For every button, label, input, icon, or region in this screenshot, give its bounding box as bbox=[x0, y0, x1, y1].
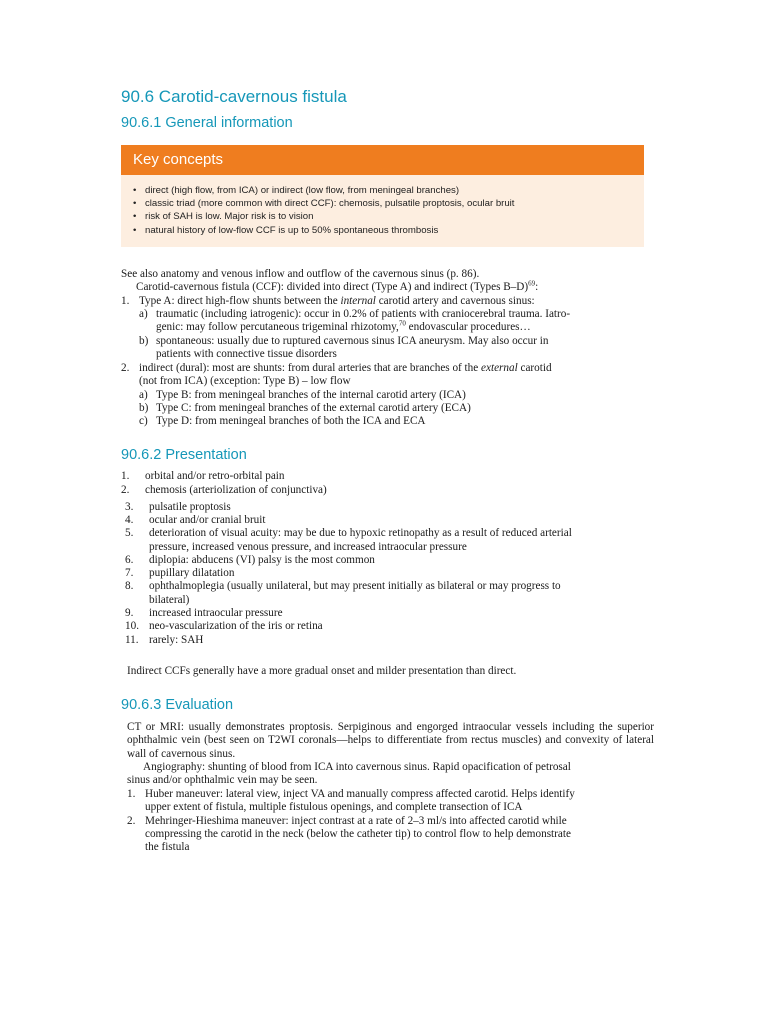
subitem-label: c) bbox=[139, 415, 148, 427]
presentation-item: rarely: SAH bbox=[149, 634, 204, 646]
presentation-item: ophthalmoplegia (usually unilateral, but may present initially as bilateral or may progress to bbox=[149, 580, 561, 592]
spontaneous-line-1: spontaneous: usually due to ruptured cavernous sinus ICA aneurysm. May also occur in bbox=[156, 335, 549, 347]
huber-line-1: Huber maneuver: lateral view, inject VA and manually compress affected carotid. Helps identify bbox=[145, 788, 575, 800]
presentation-item: pupillary dilatation bbox=[149, 567, 235, 579]
reference-marker: 69 bbox=[528, 279, 536, 288]
bullet-icon: • bbox=[133, 224, 137, 236]
list-number: 2. bbox=[127, 815, 136, 827]
presentation-item-continued: bilateral) bbox=[149, 594, 190, 606]
general-information-heading: 90.6.1 General information bbox=[121, 115, 293, 131]
section-title: 90.6 Carotid-cavernous fistula bbox=[121, 87, 347, 106]
list-number: 3. bbox=[125, 501, 134, 513]
key-concept-item: • natural history of low-flow CCF is up to 50% spontaneous thrombosis bbox=[133, 224, 439, 236]
list-number: 7. bbox=[125, 567, 134, 579]
key-concept-item: • risk of SAH is low. Major risk is to vision bbox=[133, 211, 314, 223]
presentation-item: ocular and/or cranial bruit bbox=[149, 514, 266, 526]
spontaneous-line-2: patients with connective tissue disorders bbox=[156, 348, 337, 360]
bullet-icon: • bbox=[133, 198, 137, 210]
list-number: 5. bbox=[125, 527, 134, 539]
huber-line-2: upper extent of fistula, multiple fistulous openings, and complete transection of ICA bbox=[145, 801, 523, 813]
bullet-icon: • bbox=[133, 185, 137, 196]
subitem-label: a) bbox=[139, 308, 148, 320]
presentation-item: orbital and/or retro-orbital pain bbox=[145, 470, 285, 482]
list-number: 1. bbox=[121, 470, 130, 482]
indirect-number: 2. bbox=[121, 362, 130, 374]
indirect-item: indirect (dural): most are shunts: from dural arteries that are branches of the external carotid bbox=[139, 362, 552, 374]
list-number: 1. bbox=[127, 788, 136, 800]
presentation-item: increased intraocular pressure bbox=[149, 607, 283, 619]
list-number: 11. bbox=[125, 634, 139, 646]
traumatic-line-2: genic: may follow percutaneous trigeminal rhizotomy,$^{70}$ endovascular procedures… bbox=[156, 319, 531, 333]
type-b-line: Type B: from meningeal branches of the internal carotid artery (ICA) bbox=[156, 389, 466, 401]
list-number: 4. bbox=[125, 514, 134, 526]
ccf-definition: Carotid-cavernous fistula (CCF): divided into direct (Type A) and indirect (Types B–D)$^{69}$: bbox=[136, 279, 539, 293]
evaluation-heading: 90.6.3 Evaluation bbox=[121, 697, 234, 713]
key-concepts-heading: Key concepts bbox=[121, 145, 644, 175]
list-number: 6. bbox=[125, 554, 134, 566]
indirect-line-2: (not from ICA) (exception: Type B) – low flow bbox=[139, 375, 351, 387]
type-c-line: Type C: from meningeal branches of the external carotid artery (ECA) bbox=[156, 402, 471, 414]
mehringer-line-2: compressing the carotid in the neck (below the catheter tip) to control flow to help demonstrate bbox=[145, 828, 571, 840]
bullet-icon: • bbox=[133, 211, 137, 223]
presentation-item-continued: pressure, increased venous pressure, and increased intraocular pressure bbox=[149, 541, 467, 553]
presentation-item: deterioration of visual acuity: may be due to hypoxic retinopathy as a result of reduced arterial bbox=[149, 527, 572, 539]
type-d-line: Type D: from meningeal branches of both the ICA and ECA bbox=[156, 415, 426, 427]
traumatic-line-1: traumatic (including iatrogenic): occur in 0.2% of patients with craniocerebral trauma. Iatro- bbox=[156, 308, 571, 320]
presentation-item: pulsatile proptosis bbox=[149, 501, 231, 513]
presentation-item: diplopia: abducens (VI) palsy is the most common bbox=[149, 554, 375, 566]
mehringer-line-3: the fistula bbox=[145, 841, 190, 853]
key-concept-item: • direct (high flow, from ICA) or indirect (low flow, from meningeal branches) bbox=[133, 185, 460, 196]
type-a-item: Type A: direct high-flow shunts between the internal carotid artery and cavernous sinus: bbox=[139, 295, 535, 307]
list-number: 2. bbox=[121, 484, 130, 496]
presentation-note: Indirect CCFs generally have a more gradual onset and milder presentation than direct. bbox=[127, 665, 517, 677]
key-concepts-list bbox=[121, 175, 644, 237]
presentation-item: chemosis (arteriolization of conjunctiva) bbox=[145, 484, 327, 496]
list-number: 10. bbox=[125, 620, 139, 632]
subitem-label: a) bbox=[139, 389, 148, 401]
angiography-line-1: Angiography: shunting of blood from ICA into cavernous sinus. Rapid opacification of petrosal bbox=[143, 761, 571, 773]
mehringer-line-1: Mehringer-Hieshima maneuver: inject contrast at a rate of 2–3 ml/s into affected carotid while bbox=[145, 815, 567, 827]
subitem-label: b) bbox=[139, 335, 149, 347]
presentation-item: neo-vascularization of the iris or retina bbox=[149, 620, 323, 632]
evaluation-ct-mri-paragraph: CT or MRI: usually demonstrates proptosis. Serpiginous and engorged intraocular vessels including the superior ophthalmic vein (best seen on T2WI coronals—helps to differentiate from rectus muscles) and convexity of lateral wall of cavernous sinus. bbox=[127, 721, 654, 760]
type-a-number: 1. bbox=[121, 295, 130, 307]
see-also-line: See also anatomy and venous inflow and outflow of the cavernous sinus (p. 86). bbox=[121, 268, 480, 280]
subitem-label: b) bbox=[139, 402, 149, 414]
key-concepts-box bbox=[121, 145, 644, 247]
list-number: 9. bbox=[125, 607, 134, 619]
presentation-heading: 90.6.2 Presentation bbox=[121, 447, 247, 463]
list-number: 8. bbox=[125, 580, 134, 592]
reference-marker: 70 bbox=[398, 319, 406, 328]
key-concept-item: • classic triad (more common with direct CCF): chemosis, pulsatile proptosis, ocular bruit bbox=[133, 198, 515, 210]
angiography-line-2: sinus and/or ophthalmic vein may be seen. bbox=[127, 774, 318, 786]
